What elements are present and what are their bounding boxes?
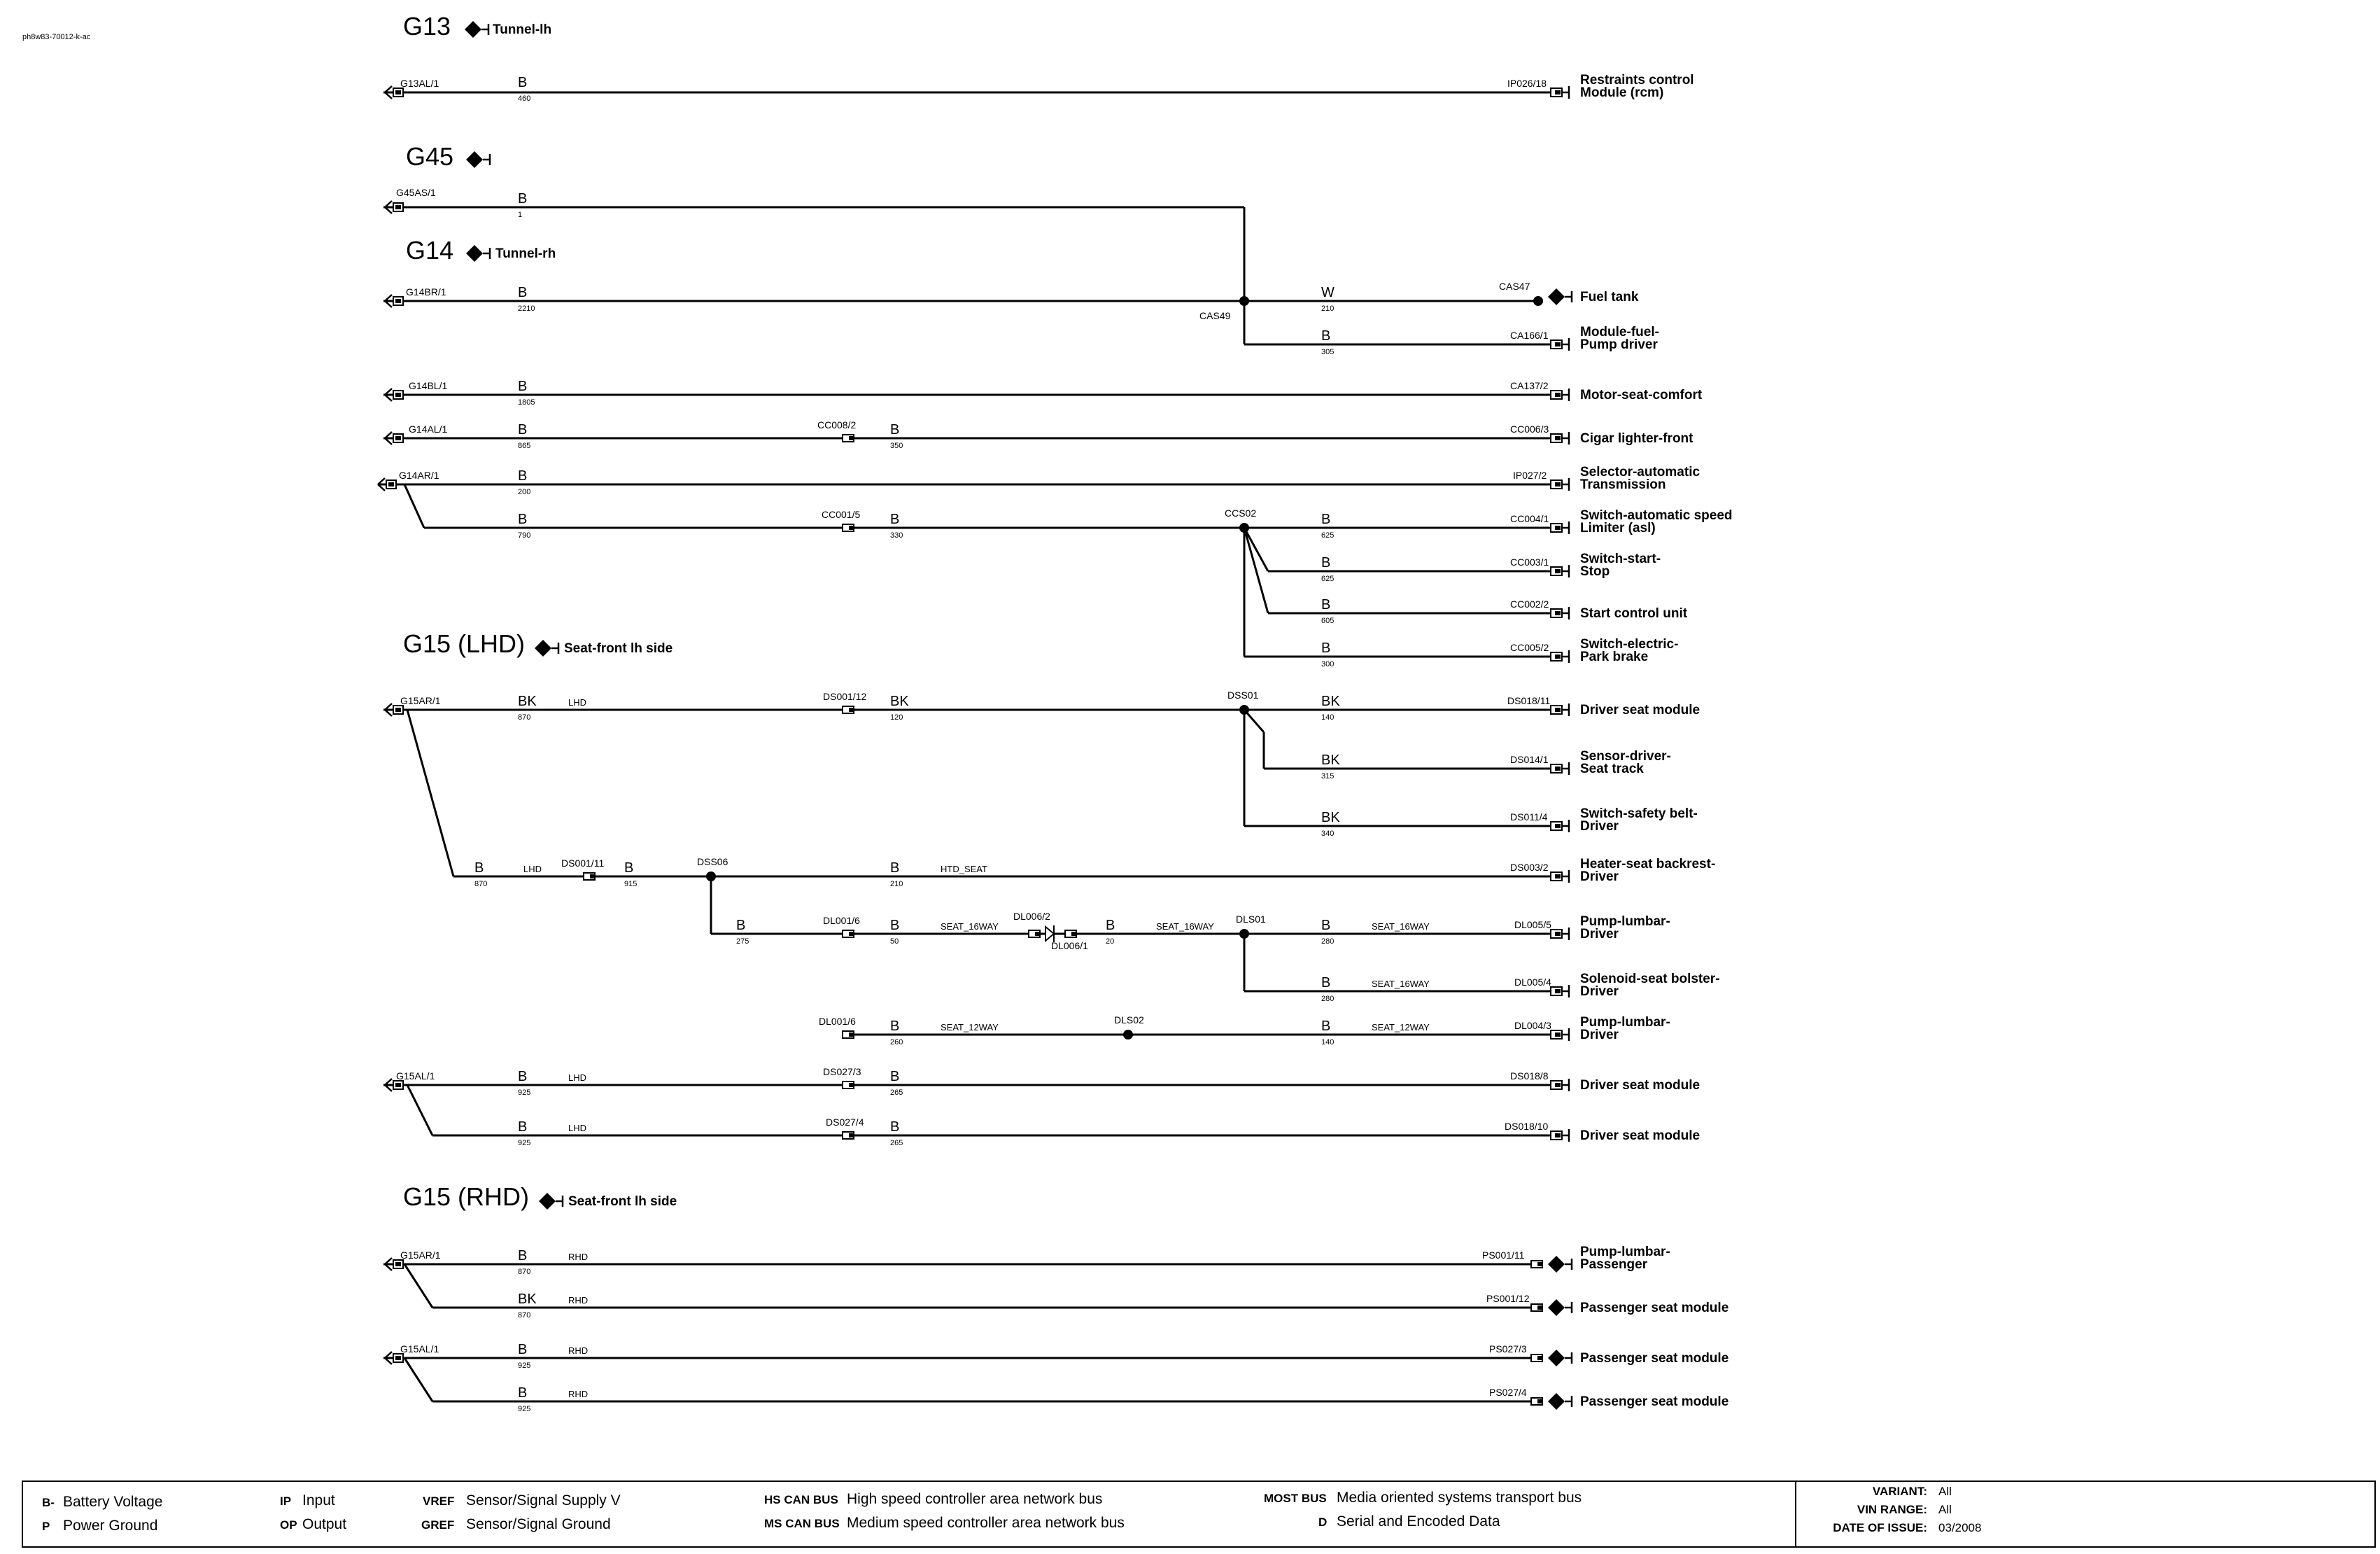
- splice-labels: [697, 310, 1266, 1026]
- destination-label: Selector-automatic: [1580, 465, 1700, 479]
- group-g14-desc: Tunnel-rh: [495, 246, 556, 261]
- wire-size: 275: [736, 937, 749, 946]
- connector-pin-labels: [561, 78, 1551, 1398]
- pin-label: DL004/3: [1514, 1020, 1551, 1031]
- option-label: SEAT_16WAY: [941, 921, 999, 932]
- pin-label: G15AL/1: [400, 1343, 439, 1354]
- splice-label: DLS01: [1236, 913, 1266, 925]
- option-labels: [523, 697, 1430, 1399]
- wire-color: BK: [518, 694, 537, 709]
- legend-value: Serial and Encoded Data: [1337, 1513, 1500, 1530]
- legend-key: MS CAN BUS: [764, 1517, 840, 1530]
- wire-size: 305: [1321, 348, 1335, 356]
- wire-color: B: [1321, 975, 1331, 990]
- wire-size: 265: [890, 1088, 903, 1097]
- pin-label: DS011/4: [1510, 811, 1548, 822]
- wire-color: B: [1321, 555, 1331, 570]
- wire-color: B: [890, 860, 900, 876]
- pin-label: G14AL/1: [409, 424, 448, 435]
- pin-label: G15AR/1: [400, 695, 441, 706]
- legend-value: Input: [302, 1492, 335, 1508]
- wire-color: B: [890, 1018, 900, 1034]
- wire-color: B: [624, 860, 634, 876]
- destination-label: Pump-lumbar-: [1580, 1015, 1670, 1030]
- pin-label: G15AL/1: [396, 1070, 435, 1082]
- wire-color: B: [518, 1119, 528, 1135]
- group-g15-lhd-label: G15 (LHD): [403, 629, 526, 658]
- wire-size: 460: [518, 94, 531, 103]
- pin-label: PS027/3: [1489, 1343, 1527, 1354]
- wire-size: 340: [1321, 830, 1335, 838]
- wire-size: 925: [518, 1362, 531, 1370]
- pin-label: IP026/18: [1507, 78, 1547, 89]
- pin-label: G15AR/1: [400, 1250, 441, 1261]
- destination-labels: [1580, 73, 1733, 1409]
- pin-label: G13AL/1: [400, 78, 439, 89]
- wire-color: BK: [1321, 752, 1340, 768]
- variant-value: All: [1938, 1485, 1952, 1498]
- wire-color: B: [1321, 597, 1331, 612]
- ground-pin-labels: [396, 78, 447, 1354]
- pin-label: CC004/1: [1510, 513, 1549, 524]
- wire-size: 1805: [518, 398, 535, 407]
- pin-label: DL006/2: [1013, 911, 1050, 922]
- destination-label: Sensor-driver-: [1580, 749, 1671, 764]
- wire-color: BK: [1321, 694, 1340, 709]
- pin-label: DS018/8: [1510, 1070, 1549, 1082]
- option-label: SEAT_16WAY: [1372, 979, 1430, 989]
- legend-key: HS CAN BUS: [764, 1493, 838, 1506]
- option-label: LHD: [523, 864, 542, 874]
- group-g15-lhd-desc: Seat-front lh side: [564, 641, 673, 656]
- legend-key: B-: [42, 1496, 55, 1509]
- wire-size: 300: [1321, 660, 1335, 668]
- wire-size: 915: [624, 880, 638, 888]
- legend-key: VREF: [423, 1494, 455, 1508]
- destination-label: Restraints control: [1580, 73, 1694, 88]
- option-label: RHD: [568, 1295, 589, 1306]
- wire-size: 350: [890, 442, 903, 450]
- destination-label: Driver: [1580, 869, 1619, 884]
- legend-key: IP: [280, 1494, 292, 1508]
- wire-size: 925: [518, 1139, 531, 1147]
- date-of-issue-value: 03/2008: [1938, 1521, 1982, 1534]
- destination-label: Driver: [1580, 1028, 1619, 1042]
- destination-label: Switch-start-: [1580, 552, 1661, 566]
- pin-label: DL005/5: [1514, 919, 1551, 930]
- legend-value: Output: [302, 1516, 347, 1532]
- destination-label: Limiter (asl): [1580, 521, 1656, 536]
- option-label: RHD: [568, 1345, 589, 1356]
- destination-label: Passenger seat module: [1580, 1351, 1729, 1366]
- wire-color: B: [518, 379, 528, 394]
- wires-layer: [383, 92, 1555, 1401]
- destination-label: Switch-automatic speed: [1580, 508, 1733, 523]
- wire-size: 260: [890, 1038, 903, 1046]
- wire-size: 1: [518, 211, 523, 219]
- legend-value: Medium speed controller area network bus: [847, 1515, 1125, 1531]
- pin-label: PS001/11: [1482, 1250, 1525, 1261]
- wire-size: 925: [518, 1088, 531, 1097]
- destination-label: Switch-electric-: [1580, 637, 1679, 652]
- wire-color: W: [1321, 285, 1335, 300]
- destination-label: Driver: [1580, 984, 1619, 999]
- wire-size: 20: [1106, 937, 1115, 946]
- symbols-layer: [378, 21, 1572, 1410]
- wire-color: B: [1321, 918, 1331, 933]
- wire-color: B: [736, 918, 746, 933]
- wire-size: 280: [1321, 937, 1335, 946]
- wire-size: 210: [890, 880, 903, 888]
- wire-color: B: [1321, 1018, 1331, 1034]
- option-label: LHD: [568, 1123, 587, 1133]
- wire-color: B: [518, 1248, 528, 1264]
- date-of-issue-label: DATE OF ISSUE:: [1833, 1521, 1927, 1534]
- wire-size: 210: [1321, 304, 1335, 313]
- wire-color: BK: [890, 694, 909, 709]
- splice-label: DSS01: [1227, 690, 1259, 701]
- legend-key: D: [1318, 1516, 1328, 1529]
- wire-size: 330: [890, 531, 903, 540]
- wire-color: B: [518, 75, 528, 90]
- wire-color: B: [518, 1385, 528, 1401]
- group-g14-label: G14: [406, 236, 454, 265]
- wire-size: 280: [1321, 995, 1335, 1003]
- destination-label: Driver seat module: [1580, 1128, 1700, 1143]
- splice-label: DSS06: [697, 856, 728, 867]
- wire-size: 625: [1321, 575, 1335, 583]
- wire-size: 2210: [518, 304, 535, 313]
- vin-range-label: VIN RANGE:: [1857, 1503, 1927, 1516]
- wire-size: 120: [890, 713, 903, 722]
- variant-label: VARIANT:: [1872, 1485, 1927, 1498]
- destination-label: Passenger: [1580, 1257, 1648, 1272]
- wire-size: 865: [518, 442, 531, 450]
- legend-value: Media oriented systems transport bus: [1337, 1490, 1582, 1506]
- destination-label: Heater-seat backrest-: [1580, 857, 1716, 872]
- pin-label: PS027/4: [1489, 1387, 1527, 1398]
- pin-label: IP027/2: [1513, 470, 1547, 481]
- option-label: SEAT_16WAY: [1156, 921, 1214, 932]
- pin-label: CC006/3: [1510, 424, 1549, 435]
- option-label: SEAT_16WAY: [1372, 921, 1430, 932]
- destination-label: Module-fuel-: [1580, 325, 1659, 340]
- splice-label: CCS02: [1225, 507, 1257, 519]
- destination-label: Seat track: [1580, 762, 1644, 776]
- wire-size: 200: [518, 488, 531, 496]
- vin-range-value: All: [1938, 1503, 1952, 1516]
- group-g15-rhd-label: G15 (RHD): [403, 1182, 530, 1211]
- pin-label: DL001/6: [819, 1016, 856, 1027]
- splice-label: CAS49: [1199, 310, 1231, 321]
- wire-color: B: [1321, 328, 1331, 344]
- wire-color: B: [890, 422, 900, 438]
- destination-label: Transmission: [1580, 477, 1666, 492]
- wire-color: B: [1321, 512, 1331, 527]
- pin-label: CC002/2: [1510, 598, 1549, 610]
- wire-size: 790: [518, 531, 531, 540]
- destination-label: Pump-lumbar-: [1580, 914, 1670, 929]
- destination-label: Switch-safety belt-: [1580, 806, 1698, 821]
- destination-label: Stop: [1580, 564, 1610, 579]
- wire-labels: [474, 75, 1340, 1413]
- group-g13-desc: Tunnel-lh: [493, 22, 552, 37]
- pin-label: CC008/2: [817, 419, 857, 430]
- wire-color: B: [890, 1119, 900, 1135]
- wire-size: 925: [518, 1405, 531, 1413]
- legend-key: MOST BUS: [1264, 1492, 1327, 1505]
- legend-key: OP: [280, 1518, 297, 1532]
- destination-label: Driver seat module: [1580, 1078, 1700, 1093]
- wire-color: B: [1321, 640, 1331, 656]
- pin-label: DS027/3: [823, 1066, 861, 1077]
- option-label: SEAT_12WAY: [941, 1022, 999, 1032]
- destination-label: Driver: [1580, 927, 1619, 941]
- pin-label: G45AS/1: [396, 187, 436, 198]
- group-g45-label: G45: [406, 142, 454, 171]
- wire-color: B: [518, 1342, 528, 1357]
- option-label: LHD: [568, 1072, 587, 1083]
- pin-label: CA166/1: [1510, 330, 1549, 341]
- pin-label: DS027/4: [826, 1116, 864, 1128]
- wire-color: B: [890, 1069, 900, 1084]
- pin-label: G14BL/1: [409, 380, 448, 391]
- wire-color: B: [518, 1069, 528, 1084]
- pin-label: DS018/11: [1507, 695, 1551, 706]
- pin-label: CAS47: [1499, 281, 1530, 292]
- wire-color: B: [518, 191, 528, 206]
- pin-label: DS014/1: [1510, 754, 1549, 765]
- wire-color: BK: [518, 1292, 537, 1307]
- pin-label: DL001/6: [823, 915, 860, 926]
- wire-size: 870: [518, 713, 531, 722]
- pin-label: DL006/1: [1051, 940, 1088, 951]
- pin-label: CC001/5: [822, 509, 861, 520]
- pin-label: G14AR/1: [399, 470, 439, 481]
- destination-label: Driver: [1580, 819, 1619, 834]
- splice-label: DLS02: [1114, 1014, 1144, 1026]
- legend-value: Battery Voltage: [63, 1494, 163, 1510]
- pin-label: DS001/12: [823, 691, 867, 702]
- option-label: HTD_SEAT: [941, 864, 987, 874]
- wire-color: BK: [1321, 810, 1340, 825]
- wire-size: 265: [890, 1139, 903, 1147]
- pin-label: DS018/10: [1505, 1121, 1549, 1132]
- pin-label: PS001/12: [1486, 1293, 1530, 1304]
- pin-label: DL005/4: [1514, 976, 1551, 988]
- wire-color: B: [890, 918, 900, 933]
- wire-size: 140: [1321, 1038, 1335, 1046]
- wire-size: 315: [1321, 772, 1335, 780]
- wire-color: B: [518, 422, 528, 438]
- destination-label: Pump-lumbar-: [1580, 1245, 1670, 1259]
- group-g13-label: G13: [403, 12, 451, 41]
- legend-value: Sensor/Signal Ground: [466, 1516, 611, 1532]
- pin-label: CC003/1: [1510, 556, 1549, 568]
- destination-label: Fuel tank: [1580, 290, 1639, 304]
- option-label: SEAT_12WAY: [1372, 1022, 1430, 1032]
- legend-key: P: [42, 1520, 50, 1533]
- wire-size: 870: [518, 1268, 531, 1276]
- wire-size: 140: [1321, 713, 1335, 722]
- wire-color: B: [1106, 918, 1115, 933]
- option-label: RHD: [568, 1389, 589, 1399]
- wire-size: 50: [890, 937, 899, 946]
- wire-size: 870: [474, 880, 488, 888]
- legend-value: Sensor/Signal Supply V: [466, 1492, 621, 1508]
- legend-key: GREF: [421, 1518, 455, 1532]
- document-reference: ph8w83-70012-k-ac: [22, 33, 91, 41]
- legend-value: Power Ground: [63, 1518, 158, 1534]
- destination-label: Motor-seat-comfort: [1580, 388, 1703, 402]
- wire-color: B: [518, 285, 528, 300]
- option-label: RHD: [568, 1252, 589, 1262]
- destination-label: Start control unit: [1580, 606, 1688, 621]
- destination-label: Passenger seat module: [1580, 1394, 1729, 1409]
- wire-color: B: [518, 512, 528, 527]
- wire-color: B: [474, 860, 484, 876]
- destination-label: Driver seat module: [1580, 703, 1700, 718]
- wire-size: 605: [1321, 617, 1335, 625]
- destination-label: Passenger seat module: [1580, 1301, 1729, 1315]
- destination-label: Park brake: [1580, 650, 1649, 664]
- legend-box: [22, 1481, 2375, 1547]
- pin-label: CA137/2: [1510, 380, 1549, 391]
- destination-label: Cigar lighter-front: [1580, 431, 1694, 446]
- pin-label: G14BR/1: [406, 286, 446, 298]
- destination-label: Solenoid-seat bolster-: [1580, 972, 1720, 986]
- group-g15-rhd-desc: Seat-front lh side: [568, 1194, 677, 1209]
- pin-label: CC005/2: [1510, 642, 1549, 653]
- wire-color: B: [890, 512, 900, 527]
- destination-label: Pump driver: [1580, 337, 1658, 352]
- option-label: LHD: [568, 697, 587, 708]
- wire-color: B: [518, 468, 528, 484]
- wire-size: 625: [1321, 531, 1335, 540]
- pin-label: DS001/11: [561, 858, 605, 869]
- legend-value: High speed controller area network bus: [847, 1491, 1103, 1507]
- destination-label: Module (rcm): [1580, 85, 1664, 100]
- pin-label: DS003/2: [1510, 862, 1549, 873]
- wire-size: 870: [518, 1311, 531, 1320]
